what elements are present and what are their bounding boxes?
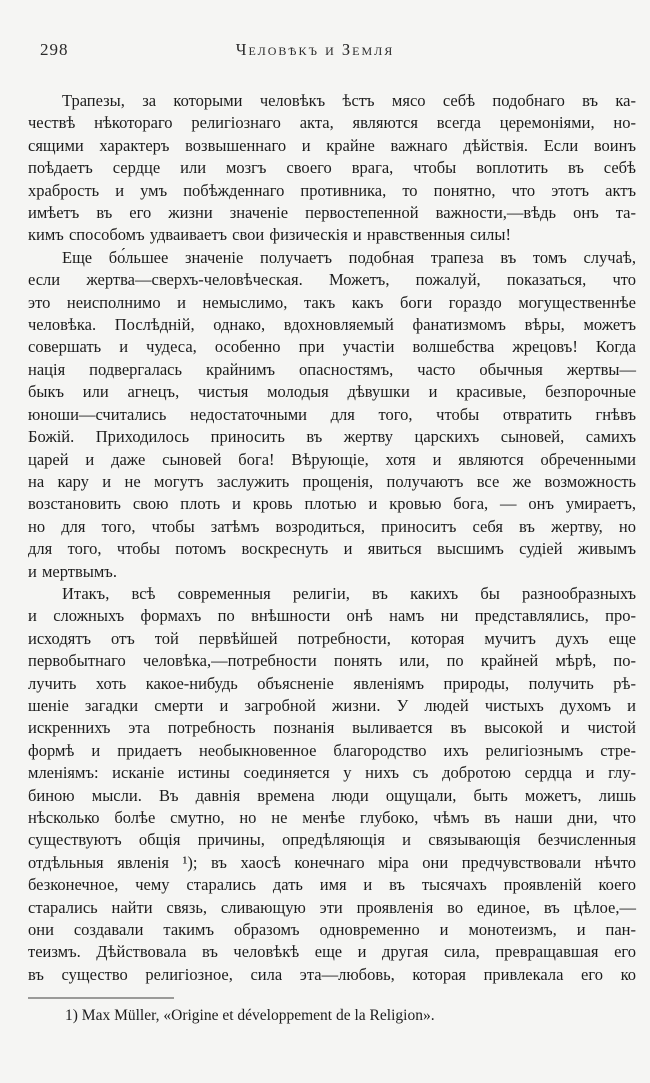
text-line: совершать и чудеса, особенно при участіи волшебства жрецовъ! Когда (28, 337, 636, 357)
text-line: для того, чтобы потомъ воскреснуть и явиться высшимъ судіей живымъ (28, 539, 636, 559)
text-line: существуютъ общія причины, опредѣляющія и связывающія безчисленныя (28, 830, 636, 850)
text-line: шеніе загадки смерти и загробной жизни. У людей чистыхъ духомъ и (28, 695, 636, 715)
text-line: быкъ или агнецъ, чистыя молодыя дѣвушки и красивые, безпорочные (28, 382, 636, 402)
paragraph (28, 583, 636, 986)
paragraph (28, 90, 636, 247)
text-line: возстановить свою плоть и кровь плотью и кровью бога, — онъ умираетъ, (28, 494, 636, 514)
text-line: Божій. Приходилось приносить въ жертву царскихъ сыновей, самихъ (28, 427, 636, 447)
text-line: человѣка. Послѣдній, однако, вдохновляемый фанатизмомъ вѣры, можетъ (28, 315, 636, 335)
running-title: Человѣкъ и Земля (235, 40, 395, 59)
text-line: безконечное, чему старались дать имя и въ тысячахъ проявленій коего (28, 875, 636, 895)
text-line: храбрость и умъ побѣжденнаго противника, то понятно, что этотъ актъ (28, 180, 636, 200)
text-line: поѣдаетъ сердце или мозгъ своего врага, чтобы воплотить въ себѣ (28, 158, 636, 178)
text-line: кимъ способомъ удваиваетъ свои физическія и нравственныя силы! (28, 225, 511, 245)
text-line: на кару и не могутъ заслужить прощенія, получаютъ все же возможность (28, 471, 636, 491)
text-line: и сложныхъ формахъ по внѣшности онѣ намъ ни представлялись, про- (28, 606, 636, 626)
text-line: нѣсколько болѣе смутно, но не менѣе глубоко, чѣмъ въ наши дни, что (28, 808, 636, 827)
text-line: чествѣ нѣкотораго религіознаго акта, являются всегда церемоніями, но- (28, 113, 636, 133)
footnote: 1) Max Müller, «Origine et développement de la Religion». (65, 1007, 435, 1024)
text-line: въ существо религіозное, сила эта—любовь, которая привлекала его ко (28, 964, 636, 984)
text-line: Еще бо́льшее значеніе получаетъ подобная трапеза въ томъ случаѣ, (62, 247, 636, 267)
text-line: мленіямъ: исканіе истины соединяется у нихъ съ добротою сердца и глу- (28, 763, 636, 783)
text-line: и мертвымъ. (28, 561, 117, 581)
text-line: Итакъ, всѣ современныя религіи, въ какихъ бы разнообразныхъ (62, 583, 636, 603)
text-line: искреннихъ эта потребность познанія выливается въ высокой и чистой (28, 718, 636, 738)
text-line: они создавали такимъ образомъ одновременно и монотеизмъ, и пан- (28, 920, 636, 940)
footnote-rule (28, 997, 174, 999)
text-line: лучить хоть какое-нибудь объясненіе явленіямъ природы, получить рѣ- (28, 673, 636, 693)
text-line: если жертва—сверхъ-человѣческая. Можетъ, пожалуй, показаться, что (28, 270, 636, 290)
page-number: 298 (40, 40, 69, 59)
text-line: юноши—считались недостаточными для того, чтобы отвратить гнѣвъ (28, 404, 636, 424)
text-line: нація подвергалась крайнимъ опасностямъ, часто обычныя жертвы— (28, 359, 636, 379)
text-line: формѣ и придаетъ необыкновенное благородство ихъ религіознымъ стре- (28, 740, 636, 760)
paragraph (28, 247, 636, 583)
text-line: старались найти связь, сливающую эти проявленія во единое, въ цѣлое,— (28, 897, 636, 917)
text-line: это неисполнимо и немыслимо, такъ какъ боги гораздо могущественнѣе (28, 292, 636, 312)
text-line: Трапезы, за которыми человѣкъ ѣстъ мясо себѣ подобнаго въ ка- (62, 91, 636, 110)
text-line: биною мысли. Въ давнія времена люди ощущали, быть можетъ, лишь (28, 785, 636, 805)
text-line: отдѣльныя явленія ¹); въ хаосѣ конечнаго міра они предчувствовали нѣчто (28, 852, 636, 872)
text-line: первобытнаго человѣка,—потребности понять или, по крайней мѣрѣ, по- (28, 651, 636, 671)
text-line: теизмъ. Дѣйствовала въ человѣкѣ еще и другая сила, превращавшая его (28, 942, 636, 962)
text-line: сящими характеръ возвышеннаго и крайне важнаго дѣйствія. Если воинъ (28, 135, 636, 155)
text-line: имѣетъ въ его жизни значеніе первостепенной важности,—вѣдь онъ та- (28, 203, 636, 223)
text-block (28, 90, 636, 986)
text-line: исходятъ отъ той первѣйшей потребности, которая мучитъ духъ еще (28, 628, 636, 648)
text-line: но для того, чтобы затѣмъ возродиться, приноситъ себя въ жертву, но (28, 516, 636, 536)
text-line: царей и даже сыновей бога! Вѣрующіе, хотя и являются обреченными (28, 449, 636, 469)
